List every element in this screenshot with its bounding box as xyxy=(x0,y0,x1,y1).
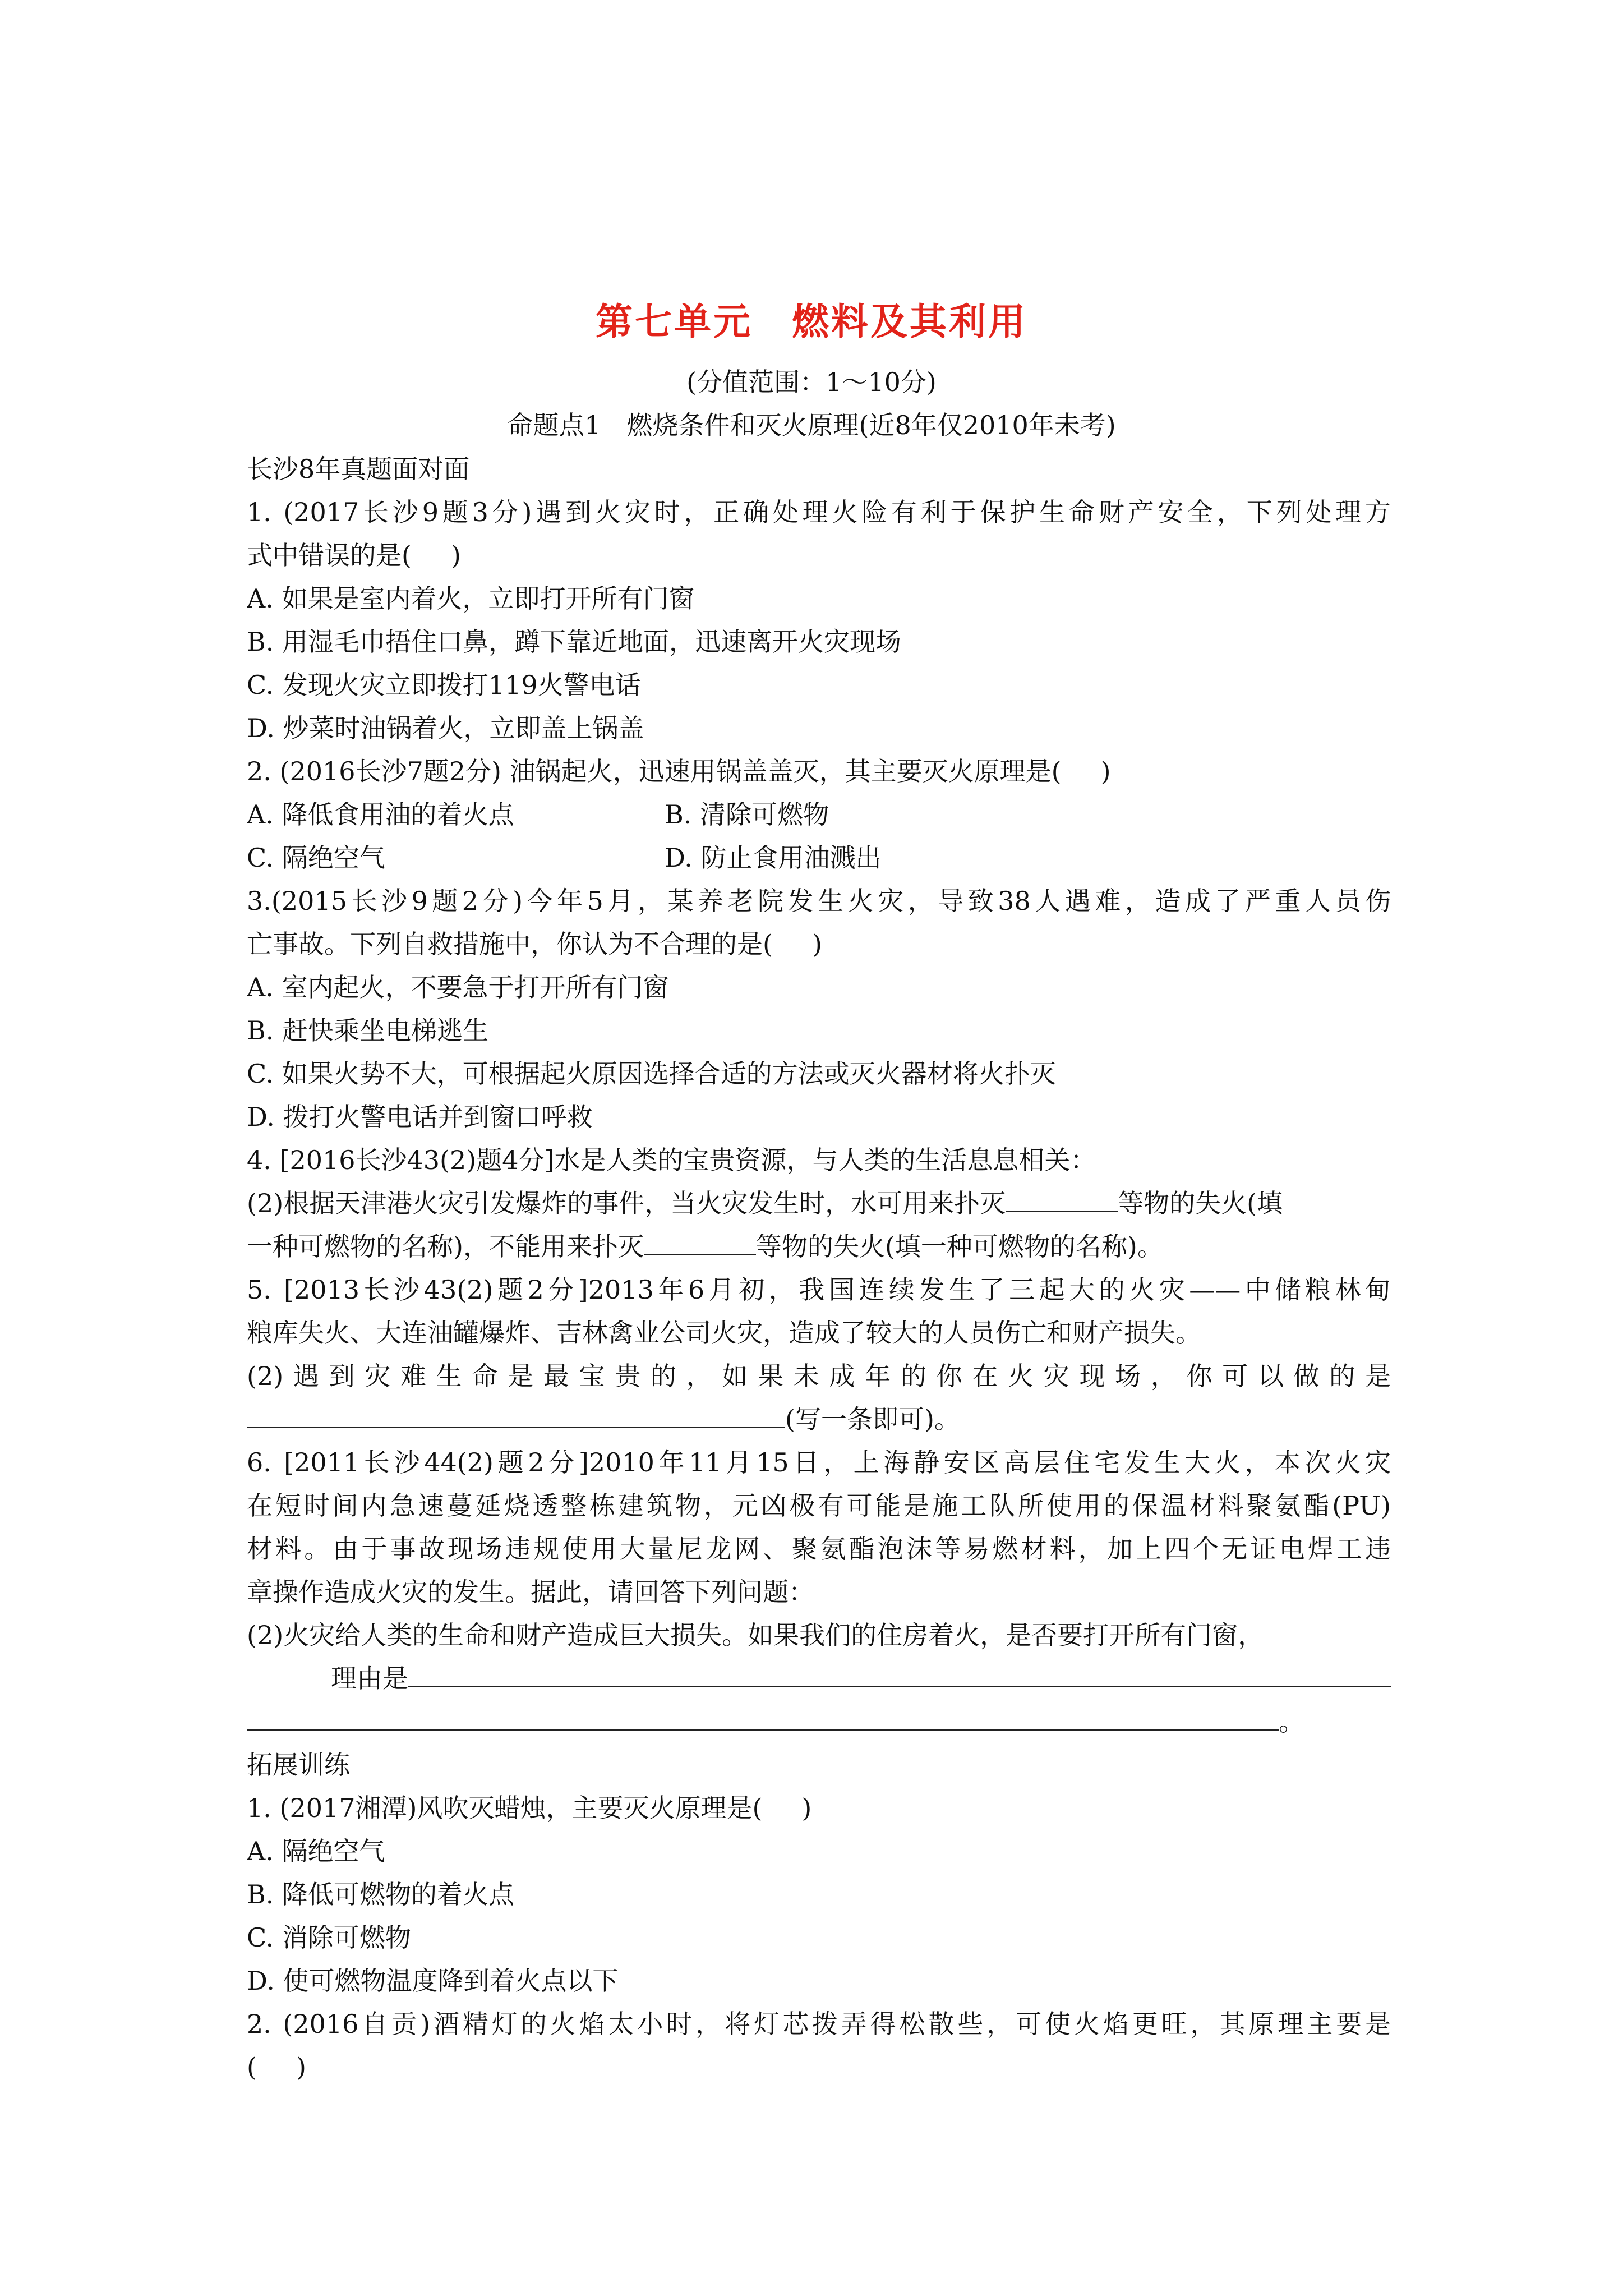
q4-stem-line1: 4. [2016长沙43(2)题4分]水是人类的宝贵资源，与人类的生活息息相关： xyxy=(247,1145,1096,1175)
topic-heading: 命题点1 燃烧条件和灭火原理(近8年仅2010年未考) xyxy=(507,410,1116,440)
q6-answer-blank-2 xyxy=(247,1700,1279,1731)
q6-stem-line4: 章操作造成火灾的发生。据此，请回答下列问题： xyxy=(247,1577,814,1607)
q1-stem-line1: 1. (2017长沙9题3分)遇到火灾时，正确处理火险有利于保护生命财产安全，下列处理方 xyxy=(247,497,1391,527)
q6-stem-line5: (2)火灾给人类的生命和财产造成巨大损失。如果我们的住房着火，是否要打开所有门窗， xyxy=(247,1620,1264,1650)
unit-title xyxy=(0,292,1623,345)
e1-stem: 1. (2017湘潭)风吹灭蜡烛，主要灭火原理是( ) xyxy=(247,1793,812,1823)
q6-answer-blank-1 xyxy=(408,1657,1391,1687)
q5-stem-line4: (写一条即可)。 xyxy=(247,1398,1391,1441)
q6-stem-line2: 在短时间内急速蔓延烧透整栋建筑物，元凶极有可能是施工队所使用的保温材料聚氨酯(PU) xyxy=(247,1490,1391,1521)
unit-topic: 燃料及其利用 xyxy=(792,300,1027,343)
q3-stem-line2: 亡事故。下列自救措施中，你认为不合理的是( ) xyxy=(247,929,822,959)
q2-stem: 2. (2016长沙7题2分) 油锅起火，迅速用锅盖盖灭，其主要灭火原理是( ) xyxy=(247,756,1111,786)
e2-stem-line2: ( ) xyxy=(247,2052,306,2082)
q3-option-d: D. 拨打火警电话并到窗口呼救 xyxy=(247,1102,593,1132)
q1-option-b: B. 用湿毛巾捂住口鼻，蹲下靠近地面，迅速离开火灾现场 xyxy=(247,627,902,657)
q4-answer-blank-1 xyxy=(1006,1182,1118,1212)
q5-stem-line3: (2)遇到灾难生命是最宝贵的，如果未成年的你在火灾现场，你可以做的是 xyxy=(247,1361,1391,1391)
q5-answer-blank xyxy=(247,1398,785,1428)
score-range: (分值范围：1～10分) xyxy=(686,367,937,397)
q2-options-row2 xyxy=(247,836,1391,880)
q4-answer-blank-2 xyxy=(644,1225,756,1255)
section-heading-real-exams: 长沙8年真题面对面 xyxy=(247,454,470,484)
q2-option-a: A. 降低食用油的着火点 xyxy=(247,799,514,830)
e1-option-c: C. 消除可燃物 xyxy=(247,1922,411,1953)
q4-stem-line2: (2)根据天津港火灾引发爆炸的事件，当火灾发生时，水可用来扑灭 等物的失火(填 xyxy=(247,1182,1391,1225)
q6-stem-line6: 理由是 xyxy=(247,1657,1391,1700)
q2-option-b: B. 清除可燃物 xyxy=(665,799,829,830)
q6-stem-line1: 6. [2011长沙44(2)题2分]2010年11月15日，上海静安区高层住宅发生大火，本次火灾 xyxy=(247,1447,1391,1478)
q1-option-c: C. 发现火灾立即拨打119火警电话 xyxy=(247,670,641,700)
q3-option-a: A. 室内起火，不要急于打开所有门窗 xyxy=(247,972,669,1002)
q2-option-d: D. 防止食用油溅出 xyxy=(665,843,882,873)
q2-options-row1 xyxy=(247,793,1391,836)
q3-stem-line1: 3.(2015长沙9题2分)今年5月，某养老院发生火灾，导致38人遇难，造成了严重人员伤 xyxy=(247,886,1391,916)
e1-option-a: A. 隔绝空气 xyxy=(247,1836,385,1866)
q1-stem-line2: 式中错误的是( ) xyxy=(247,540,461,570)
q6-stem-line7: 。 xyxy=(247,1700,1391,1743)
e1-option-d: D. 使可燃物温度降到着火点以下 xyxy=(247,1966,619,1996)
q1-option-a: A. 如果是室内着火，立即打开所有门窗 xyxy=(247,583,695,614)
unit-number: 第七单元 xyxy=(596,300,753,343)
q3-option-b: B. 赶快乘坐电梯逃生 xyxy=(247,1015,489,1046)
question-body xyxy=(247,448,1391,2089)
q2-option-c: C. 隔绝空气 xyxy=(247,843,385,873)
q4-stem-line3: 一种可燃物的名称)，不能用来扑灭 等物的失火(填一种可燃物的名称)。 xyxy=(247,1225,1391,1268)
q5-stem-line1: 5. [2013长沙43(2)题2分]2013年6月初，我国连续发生了三起大的火灾——中储粮林甸 xyxy=(247,1274,1391,1305)
q1-option-d: D. 炒菜时油锅着火，立即盖上锅盖 xyxy=(247,713,644,743)
q6-stem-line3: 材料。由于事故现场违规使用大量尼龙网、聚氨酯泡沫等易燃材料，加上四个无证电焊工违 xyxy=(247,1534,1391,1564)
e2-stem-line1: 2. (2016自贡)酒精灯的火焰太小时，将灯芯拨弄得松散些，可使火焰更旺，其原理主要是 xyxy=(247,2009,1391,2039)
q5-stem-line2: 粮库失火、大连油罐爆炸、吉林禽业公司火灾，造成了较大的人员伤亡和财产损失。 xyxy=(247,1318,1201,1348)
e1-option-b: B. 降低可燃物的着火点 xyxy=(247,1879,515,1910)
section-heading-extended: 拓展训练 xyxy=(247,1750,350,1780)
q3-option-c: C. 如果火势不大，可根据起火原因选择合适的方法或灭火器材将火扑灭 xyxy=(247,1059,1056,1089)
